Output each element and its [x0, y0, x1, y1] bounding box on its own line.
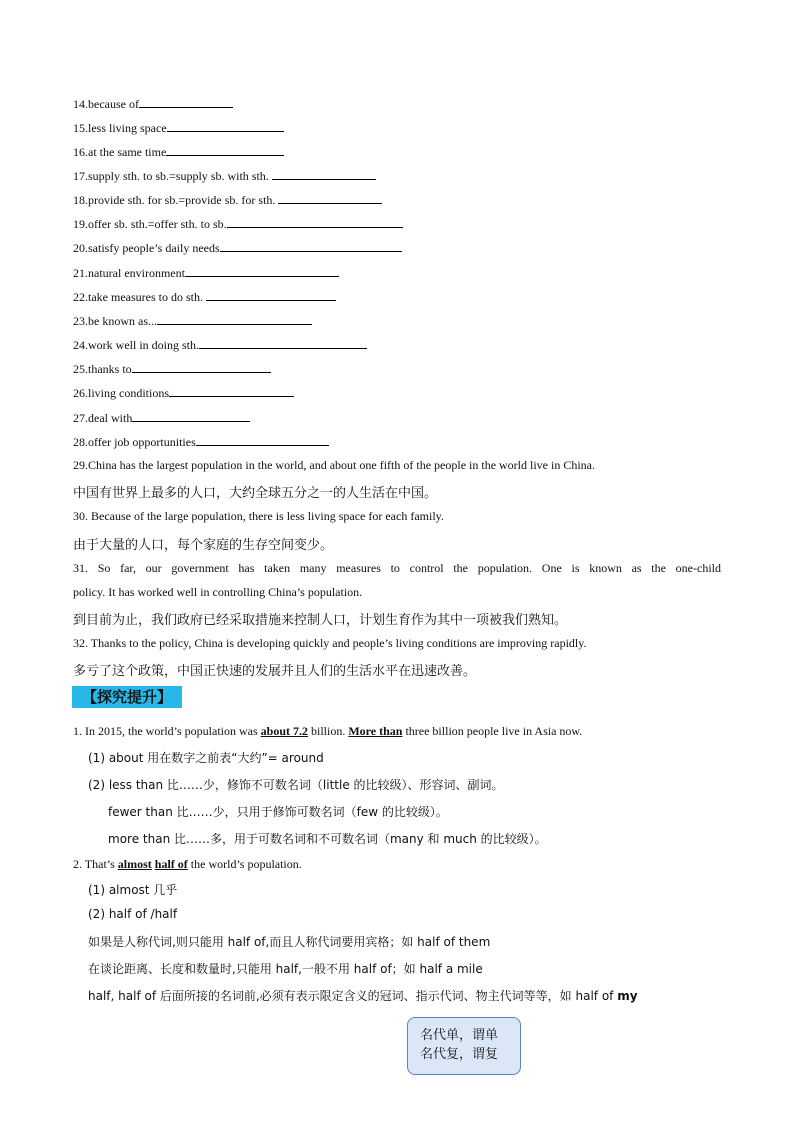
- explore-item-1: 1. In 2015, the world’s population was about 7.2 billion. More than three billion people live in Asia now.: [73, 724, 583, 738]
- highlight-phrase: half of: [154, 857, 188, 871]
- phrase-18: 18.provide sth. for sb.=provide sb. for sth.: [73, 192, 382, 208]
- sentence-31-en-line2: policy. It has worked well in controlling China’s population.: [73, 585, 363, 599]
- phrase-23: 23.be known as...: [73, 313, 312, 329]
- answer-blank[interactable]: [227, 216, 403, 228]
- answer-blank[interactable]: [206, 289, 336, 301]
- sentence-31-cn: 到目前为止，我们政府已经采取措施来控制人口，计划生育作为其中一项被我们熟知。: [73, 613, 568, 628]
- explore-note-less-than: (2) less than 比……少，修饰不可数名词（little 的比较级）、形容词、副词。: [88, 778, 504, 792]
- phrase-24: 24.work well in doing sth.: [73, 337, 367, 353]
- explore-note-fewer-than: fewer than 比……少，只用于修饰可数名词（few 的比较级）。: [108, 805, 448, 819]
- sentence-29-cn: 中国有世界上最多的人口，大约全球五分之一的人生活在中国。: [73, 486, 438, 501]
- phrase-22: 22.take measures to do sth.: [73, 289, 336, 305]
- phrase-15: 15.less living space: [73, 120, 284, 136]
- answer-blank[interactable]: [166, 144, 284, 156]
- phrase-26: 26.living conditions: [73, 385, 294, 401]
- answer-blank[interactable]: [157, 313, 312, 325]
- note-line: 名代复，谓复: [420, 1047, 499, 1062]
- explore-note-determiner: half, half of 后面所接的名词前,必须有表示限定含义的冠词、指示代词、物主代词等等，如 half of my: [88, 989, 638, 1003]
- answer-blank[interactable]: [220, 240, 402, 252]
- answer-blank[interactable]: [167, 120, 284, 132]
- note-box: [407, 1017, 521, 1075]
- phrase-14: 14.because of: [73, 96, 233, 112]
- sentence-32-cn: 多亏了这个政策，中国正快速的发展并且人们的生活水平在迅速改善。: [73, 664, 477, 679]
- phrase-25: 25.thanks to: [73, 361, 271, 377]
- highlight-phrase: More than: [348, 724, 403, 738]
- phrase-20: 20.satisfy people’s daily needs: [73, 240, 402, 256]
- phrase-19: 19.offer sb. sth.=offer sth. to sb.: [73, 216, 403, 232]
- phrase-16: 16.at the same time: [73, 144, 284, 160]
- explore-note-almost: (1) almost 几乎: [88, 883, 178, 897]
- answer-blank[interactable]: [185, 265, 339, 277]
- sentence-32-en: 32. Thanks to the policy, China is developing quickly and people’s living conditions are improving rapidly.: [73, 636, 587, 650]
- sentence-30-cn: 由于大量的人口，每个家庭的生存空间变少。: [73, 538, 334, 553]
- phrase-21: 21.natural environment: [73, 265, 339, 281]
- sentence-29-en: 29.China has the largest population in the world, and about one fifth of the people in the world live in China.: [73, 458, 596, 472]
- answer-blank[interactable]: [278, 192, 382, 204]
- explore-note-about: (1) about 用在数字之前表“大约”= around: [88, 751, 324, 765]
- explore-note-half: (2) half of /half: [88, 907, 178, 921]
- answer-blank[interactable]: [199, 337, 367, 349]
- phrase-17: 17.supply sth. to sb.=supply sb. with sth.: [73, 168, 376, 184]
- answer-blank[interactable]: [169, 385, 294, 397]
- answer-blank[interactable]: [196, 434, 329, 446]
- phrase-27: 27.deal with: [73, 410, 250, 426]
- sentence-30-en: 30. Because of the large population, there is less living space for each family.: [73, 509, 444, 523]
- phrase-28: 28.offer job opportunities: [73, 434, 329, 450]
- answer-blank[interactable]: [272, 168, 376, 180]
- answer-blank[interactable]: [139, 96, 233, 108]
- sentence-31-en-line1: 31. So far, our government has taken many measures to control the population. One is known as the one-child: [73, 561, 721, 575]
- section-heading: 【探究提升】: [72, 686, 182, 708]
- explore-item-2: 2. That’s almost half of the world’s population.: [73, 857, 302, 871]
- explore-note-pronoun: 如果是人称代词,则只能用 half of,而且人称代词要用宾格；如 half of them: [88, 935, 491, 949]
- explore-note-more-than: more than 比……多，用于可数名词和不可数名词（many 和 much 的比较级）。: [108, 832, 547, 846]
- note-line: 名代单，谓单: [420, 1028, 499, 1043]
- answer-blank[interactable]: [132, 361, 271, 373]
- highlight-phrase: about 7.2: [260, 724, 308, 738]
- highlight-phrase: almost: [117, 857, 152, 871]
- explore-note-distance: 在谈论距离、长度和数量时,只能用 half,一般不用 half of；如 half a mile: [88, 962, 483, 976]
- answer-blank[interactable]: [132, 410, 250, 422]
